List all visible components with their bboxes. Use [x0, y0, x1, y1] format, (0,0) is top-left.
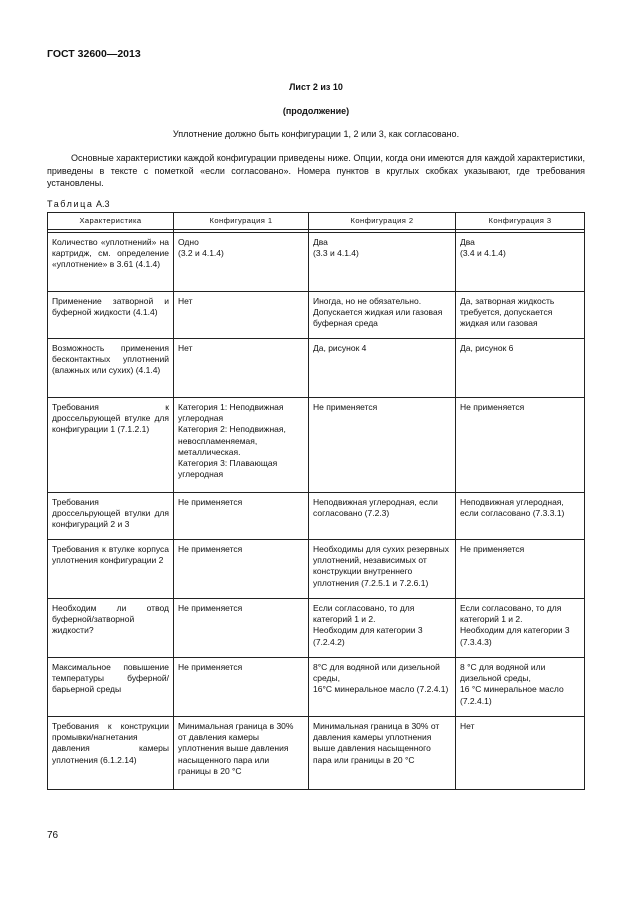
table-cell: Категория 1: Неподвижная углеродная Категория 2: Неподвижная, невоспламеняемая, металлическая. Категория 3: Плавающая углеродная — [174, 398, 309, 493]
table-cell: Не применяется — [456, 398, 585, 493]
table-row — [48, 493, 585, 540]
table-cell: Не применяется — [174, 540, 309, 599]
table-header-row — [48, 213, 585, 230]
column-header: Конфигурация 3 — [456, 213, 585, 230]
column-header: Конфигурация 1 — [174, 213, 309, 230]
table-cell: Не применяется — [309, 398, 456, 493]
table-cell: Необходимы для сухих резервных уплотнений, независимых от конструкции внутреннего уплотнения (7.2.5.1 и 7.2.6.1) — [309, 540, 456, 599]
table-row — [48, 292, 585, 339]
intro-paragraph: Основные характеристики каждой конфигурации приведены ниже. Опции, когда они имеются для каждой характеристики, приведены в тексте с пометкой «если согласовано». Номера пунктов в круглых скобках указывают, где требования установлены. — [47, 153, 585, 188]
table-cell: Не применяется — [174, 493, 309, 540]
table-cell: Необходим ли отвод буферной/затворной жидкости? — [48, 599, 174, 658]
table-row — [48, 658, 585, 717]
table-cell: Требования к втулке корпуса уплотнения конфигурации 2 — [48, 540, 174, 599]
table-body — [48, 230, 585, 790]
column-header: Характеристика — [48, 213, 174, 230]
table-cell: Нет — [174, 339, 309, 398]
table-row — [48, 717, 585, 790]
table-row — [48, 339, 585, 398]
table-cell: 8 °C для водяной или дизельной среды, 16 °C минеральное масло (7.2.4.1) — [456, 658, 585, 717]
table-row — [48, 233, 585, 292]
table-cell: Если согласовано, то для категорий 1 и 2. Необходим для категории 3 (7.2.4.2) — [309, 599, 456, 658]
configuration-table — [47, 212, 585, 790]
table-cell: Два (3.4 и 4.1.4) — [456, 233, 585, 292]
table-cell: Одно (3.2 и 4.1.4) — [174, 233, 309, 292]
table-label-number: A.3 — [96, 199, 110, 209]
table-cell: Да, рисунок 6 — [456, 339, 585, 398]
table-cell: Если согласовано, то для категорий 1 и 2. Необходим для категории 3 (7.3.4.3) — [456, 599, 585, 658]
table-label — [47, 199, 110, 209]
table-cell: Максимальное повышение температуры буферной/барьерной среды — [48, 658, 174, 717]
table-cell: Минимальная граница в 30% от давления камеры уплотнения выше давления насыщенного пара или границы в 20 °C — [174, 717, 309, 790]
table-cell: Требования к конструкции промывки/нагнетания давления камеры уплотнения (6.1.2.14) — [48, 717, 174, 790]
table-cell: Да, рисунок 4 — [309, 339, 456, 398]
table-cell: Нет — [456, 717, 585, 790]
table-cell: Два (3.3 и 4.1.4) — [309, 233, 456, 292]
table-cell: Не применяется — [174, 599, 309, 658]
table-cell: Возможность применения бесконтактных уплотнений (влажных или сухих) (4.1.4) — [48, 339, 174, 398]
continuation-label: (продолжение) — [282, 106, 350, 116]
table-cell: Применение затворной и буферной жидкости (4.1.4) — [48, 292, 174, 339]
table-row — [48, 398, 585, 493]
table-cell: Нет — [174, 292, 309, 339]
table-cell: Не применяется — [456, 540, 585, 599]
table-cell: Не применяется — [174, 658, 309, 717]
table-cell: Требования к дроссельрующей втулке для конфигурации 1 (7.1.2.1) — [48, 398, 174, 493]
column-header: Конфигурация 2 — [309, 213, 456, 230]
table-label-prefix: Таблица — [47, 199, 94, 209]
document-header: ГОСТ 32600—2013 — [47, 48, 141, 60]
table-cell: 8°C для водяной или дизельной среды, 16°C минеральное масло (7.2.4.1) — [309, 658, 456, 717]
table-row — [48, 540, 585, 599]
table-cell: Неподвижная углеродная, если согласовано (7.3.3.1) — [456, 493, 585, 540]
page-number: 76 — [47, 830, 59, 841]
table-cell: Минимальная граница в 30% от давления камеры уплотнения выше давления насыщенного пара или границы в 20 °C — [309, 717, 456, 790]
sheet-label: Лист 2 из 10 — [289, 82, 343, 92]
table-cell: Количество «уплотнений» на картридж, см. определение «уплотнение» в 3.61 (4.1.4) — [48, 233, 174, 292]
table-cell: Требования дроссельрующей втулки для конфигураций 2 и 3 — [48, 493, 174, 540]
table-cell: Неподвижная углеродная, если согласовано (7.2.3) — [309, 493, 456, 540]
seal-configuration-line: Уплотнение должно быть конфигурации 1, 2 или 3, как согласовано. — [172, 129, 460, 139]
table-row — [48, 599, 585, 658]
table-cell: Иногда, но не обязательно. Допускается жидкая или газовая буферная среда — [309, 292, 456, 339]
table-cell: Да, затворная жидкость требуется, допускается жидкая или газовая — [456, 292, 585, 339]
